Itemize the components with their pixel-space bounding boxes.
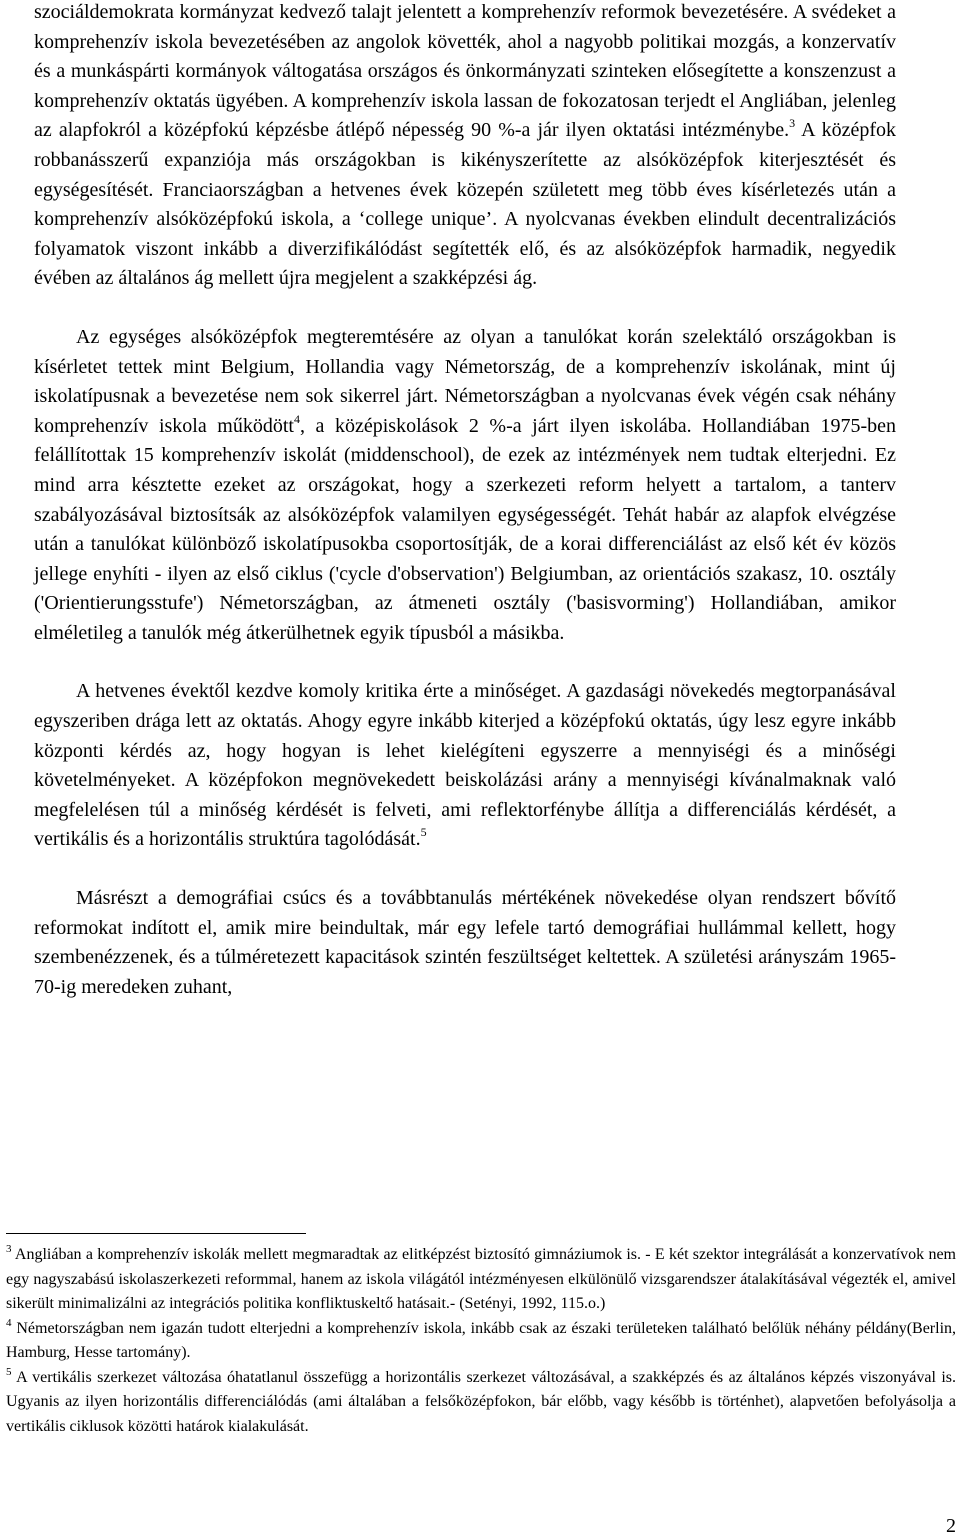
paragraph-2 — [34, 323, 896, 649]
paragraph-3 — [34, 677, 896, 855]
footnote-5 — [6, 1366, 956, 1440]
paragraph-1 — [34, 0, 896, 294]
footnote-4-number: 4 — [6, 1316, 12, 1329]
document-body — [34, 0, 896, 1002]
footnote-4 — [6, 1317, 956, 1366]
paragraph-4-text: Másrészt a demográfiai csúcs és a továbbtanulás mértékének növekedése olyan rendszert bővítő reformokat indított el, amik mire beindultak, már egy lefele tartó demográfiai hullámmal kellett, hogy szembenézzenek, és a túlméretezett kapacitások szintén feszültséget keltettek. A születési arányszám 1965-70-ig meredeken zuhant, — [34, 887, 896, 998]
paragraph-2-text-a: Az egységes alsóközépfok megteremtésére az olyan a tanulókat korán szelektáló országokban is kísérletet tettek mint Belgium, Hollandia vagy Németország, de a komprehenzív iskolának, mint új iskolatípusnak a bevezetése nem sok sikerrel járt. Németországban a nyolcvanas évek végén csak néhány komprehenzív iskola működött — [34, 325, 896, 437]
footnote-4-text: Németországban nem igazán tudott elterjedni a komprehenzív iskola, inkább csak az északi területeken található belőlük néhány példány(Berlin, Hamburg, Hesse tartomány). — [6, 1319, 957, 1361]
paragraph-3-text: A hetvenes évektől kezdve komoly kritika érte a minőséget. A gazdasági növekedés megtorpanásával egyszeriben drága lett az oktatás. Ahogy egyre inkább kiterjed a középfokú oktatás, úgy lesz egyre inkább központi kérdés az, hogy hogyan is lehet kielégíteni egyszerre a mennyiségi és a minőségi követelményeket. A középfokon megnövekedett beiskolázási arány a mennyiségi kívánalmaknak való megfelelésen túl a minőség kérdését is felveti, ami reflektorfénybe állítja a differenciálás kérdését, a vertikális és a horizontális struktúra tagolódását. — [34, 680, 896, 851]
footnote-separator — [6, 1233, 306, 1234]
footnote-3 — [6, 1243, 956, 1317]
footnotes — [6, 1243, 956, 1439]
footnote-3-number: 3 — [6, 1243, 12, 1255]
footnote-3-text: Angliában a komprehenzív iskolák mellett megmaradtak az elitképzést biztosító gimnáziumok is. - E két szektor integrálását a konzervatívok nem egy nagyszabású iskolaszerkezeti reformmal, hanem az iskola világától intézményesen elkülönülő vizsgarendszer átalakításával végezték el, amivel sikerült minimalizálni az integrációs politika konfliktuskeltő hatásait.- (Setényi, 1992, 115.o.) — [6, 1246, 957, 1312]
page-number: 2 — [946, 1515, 956, 1537]
footnote-5-text: A vertikális szerkezet változása óhatatlanul összefügg a horizontális szerkezet változásával, a szakképzés és az általános képzés viszonyával is. Ugyanis az ilyen horizontális differenciálódás (ami általában a felsőközépfokon, bár előbb, vagy később is történhet), alapvetően befolyásolja a vertikális ciklusok közötti határok kialakulását. — [6, 1368, 956, 1435]
footnote-5-number: 5 — [6, 1365, 12, 1378]
paragraph-1-text-b: A középfok robbanásszerű expanziója más országokban is kikényszerítette az alsóközépfok kiterjesztését és egységesítését. Franciaországban a hetvenes évek közepén született meg több éves kísérletezés után a komprehenzív alsóközépfokú iskola, a ‘college unique’. A nyolcvanas években elindult decentralizációs folyamatok viszont inkább a diverzifikálódást segítették elő, és az alsóközépfok harmadik, negyedik évében az általános ág mellett újra megjelent a szakképzési ág. — [34, 119, 896, 290]
footnote-mark-4: 4 — [293, 411, 300, 426]
paragraph-2-text-b: , a középiskolások 2 %-a járt ilyen iskolába. Hollandiában 1975-ben felállítottak 15 komprehenzív iskolát (middenschool), de ezek az intézmények nem tudtak elterjedni. Ez mind arra késztette ezeket az országokat, hogy a szerkezeti reform helyett a tartalom, a tanterv szabályozásával biztosítsák az alsóközépfok valamilyen egységességét. Tehát habár az alapfok elvégzése után a tanulókat különböző iskolatípusokba csoportosítják, de a korai differenciálást az első két év közös jellege enyhíti - ilyen az első ciklus ('cycle d'observation') Belgiumban, az orientációs szakasz, 10. osztály ('Orientierungsstufe') Németországban, az átmeneti osztály ('basisvorming') Hollandiában, amikor elméletileg a tanulók még átkerülhetnek egyik típusból a másikba. — [34, 414, 896, 644]
footnote-mark-5: 5 — [420, 825, 427, 840]
footnote-mark-3: 3 — [789, 116, 796, 131]
paragraph-1-text-a: szociáldemokrata kormányzat kedvező talajt jelentett a komprehenzív reformok bevezetésére. A svédeket a komprehenzív iskola bevezetésében az angolok követték, ahol a nagyobb politikai mozgás, a konzervatív és a munkáspárti kormányok váltogatása országos és önkormányzati szinteken elősegítette a konszenzust a komprehenzív oktatás ügyében. A komprehenzív iskola lassan de fokozatosan terjedt el Angliában, jelenleg az alapfokról a középfokú képzésbe átlépő népesség 90 %-a jár ilyen oktatási intézménybe. — [34, 1, 896, 142]
paragraph-4 — [34, 884, 896, 1002]
